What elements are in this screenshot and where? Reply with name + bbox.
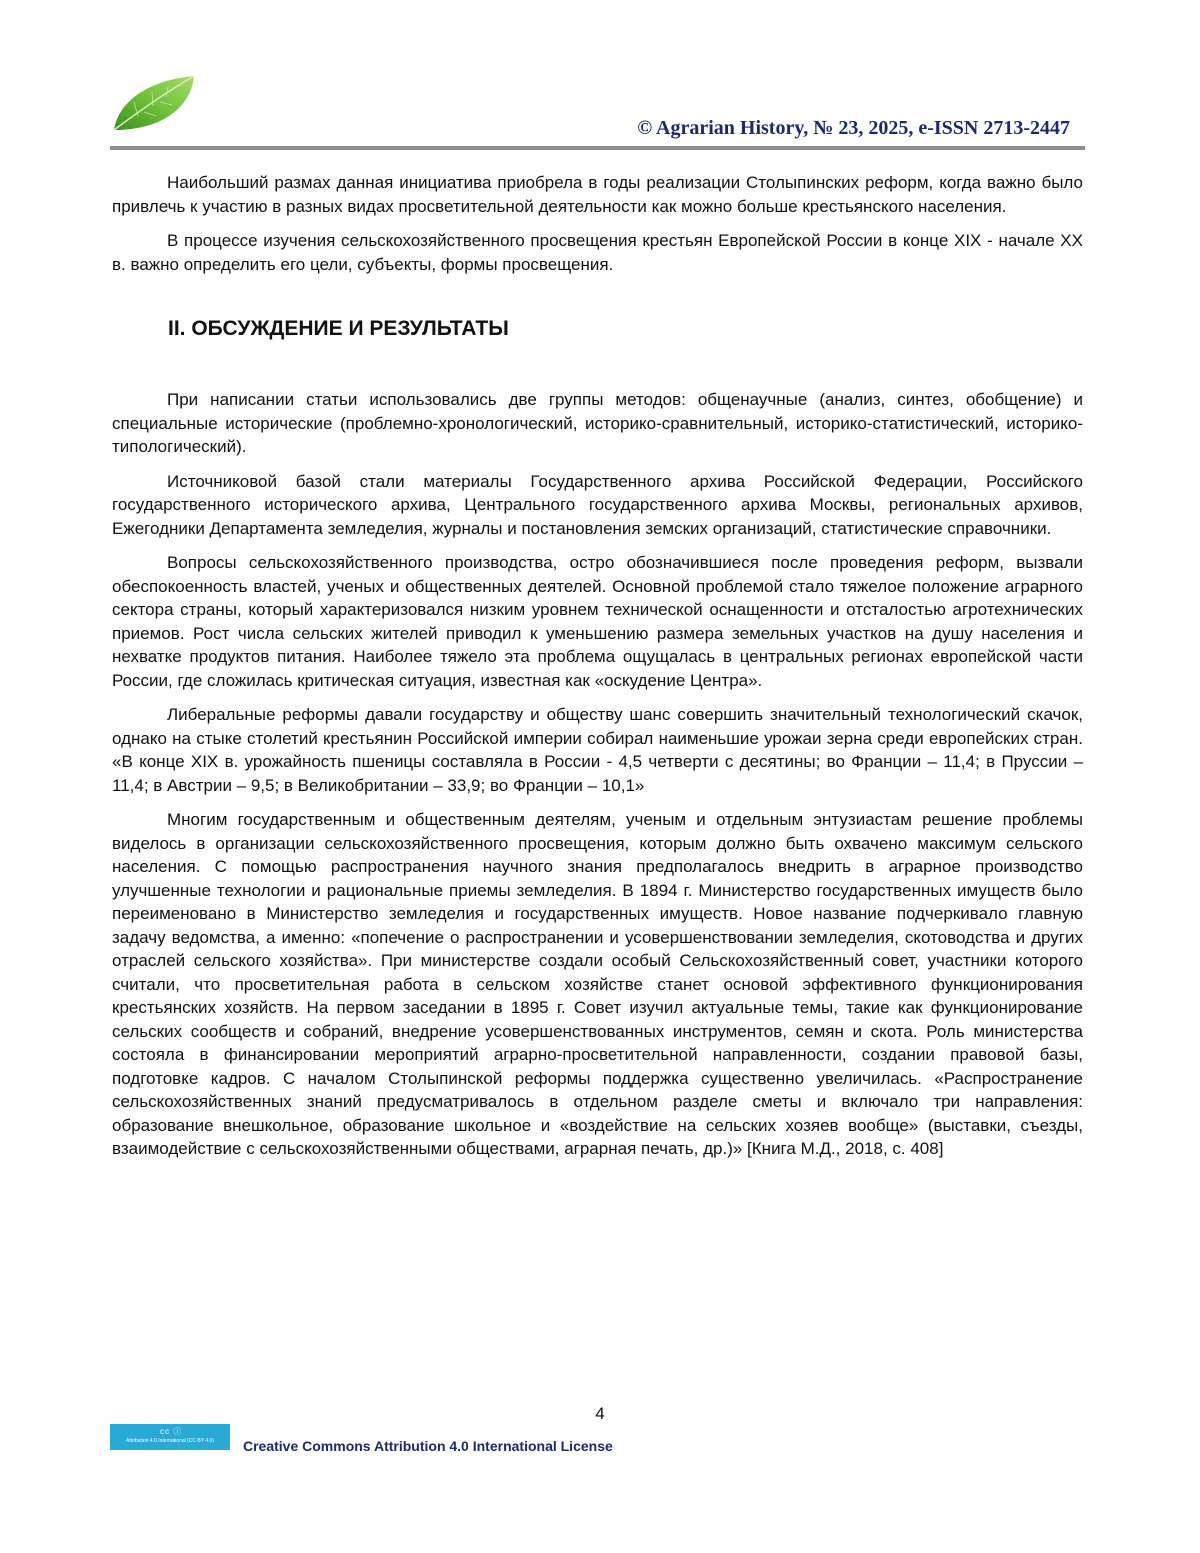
paragraph: Многим государственным и общественным деятелям, ученым и отдельным энтузиастам решение проблемы виделось в организации сельскохозяйственного просвещения, которым должно быть охвачено максимум сельского населения. С помощью распространения научного знания предполагалось внедрить в аграрное производство улучшенные технологии и рациональные приемы земледелия. В 1894 г. Министерство государственных имуществ было переименовано в Министерство земледелия и государственных имуществ. Новое название подчеркивало главную задачу ведомства, а именно: «попечение о распространении и усовершенствовании земледелия, скотоводства и других отраслей сельского хозяйства». При министерстве создали особый Сельскохозяйственный совет, участники которого считали, что просветительная работа в сельском хозяйстве станет основой эффективного функционирования крестьянских хозяйств. На первом заседании в 1895 г. Совет изучил актуальные темы, такие как функционирование сельских сообществ и собраний, внедрение усовершенствованных инструментов, семян и скота. Роль министерства состояла в финансировании мероприятий аграрно-просветительной направленности, создании правовой базы, подготовке кадров. С началом Столыпинской реформы поддержка существенно увеличилась. «Распространение сельскохозяйственных знаний предусматривалось в отдельном разделе сметы и включало три направления: образование внешкольное, образование школьное и «воздействие на сельских хозяев вообще» (выставки, съезды, взаимодействие с сельскохозяйственными обществами, аграрная печать, др.)» [Книга М.Д., 2018, с. 408] (112, 810, 1083, 1158)
paragraph: Наибольший размах данная инициатива приобрела в годы реализации Столыпинских реформ, когда важно было привлечь к участию в разных видах просветительной деятельности как можно больше крестьянского населения. (112, 173, 1083, 216)
cc-badge-text: Attribution 4.0 International (CC BY 4.0) (125, 1438, 214, 1444)
header-rule (110, 146, 1085, 150)
paragraph: Источниковой базой стали материалы Государственного архива Российской Федерации, Российского государственного исторического архива, Центрального государственного архива Москвы, региональных архивов, Ежегодники Департамента земледелия, журналы и постановления земских организаций, статистические справочники. (112, 471, 1083, 538)
journal-header: © Agrarian History, № 23, 2025, e-ISSN 2713-2447 (637, 117, 1070, 139)
paragraph: В процессе изучения сельскохозяйственного просвещения крестьян Европейской России в конце XIX - начале XX в. важно определить его цели, субъекты, формы просвещения. (112, 231, 1083, 274)
article-body (112, 171, 1083, 1172)
cc-icon: cc ⓘ (160, 1427, 183, 1436)
cc-license-badge[interactable] (110, 1424, 230, 1450)
paragraph: Вопросы сельскохозяйственного производства, остро обозначившиеся после проведения реформ, вызвали обеспокоенность властей, ученых и общественных деятелей. Основной проблемой стало тяжелое положение аграрного сектора страны, который характеризовался низким уровнем технической оснащенности и отсталостью агротехнических приемов. Рост числа сельских жителей приводил к уменьшению размера земельных участков на душу населения и нехватке продуктов питания. Наиболее тяжело эта проблема ощущалась в центральных регионах европейской части России, где сложилась критическая ситуация, известная как «оскудение Центра». (112, 553, 1083, 690)
page-number: 4 (595, 1404, 605, 1423)
license-link[interactable]: Creative Commons Attribution 4.0 International License (243, 1438, 613, 1454)
paragraph: При написании статьи использовались две группы методов: общенаучные (анализ, синтез, обобщение) и специальные исторические (проблемно-хронологический, историко-сравнительный, историко-статистический, историко-типологический). (112, 390, 1083, 456)
leaf-logo-icon (108, 72, 200, 136)
section-heading: II. ОБСУЖДЕНИЕ И РЕЗУЛЬТАТЫ (168, 317, 509, 340)
paragraph: Либеральные реформы давали государству и обществу шанс совершить значительный технологический скачок, однако на стыке столетий крестьянин Российской империи собирал наименьшие урожаи зерна среди европейских стран. «В конце XIX в. урожайность пшеницы составляла в России - 4,5 четверти с десятины; во Франции – 11,4; в Пруссии – 11,4; в Австрии – 9,5; в Великобритании – 33,9; во Франции – 10,1» (112, 705, 1083, 795)
